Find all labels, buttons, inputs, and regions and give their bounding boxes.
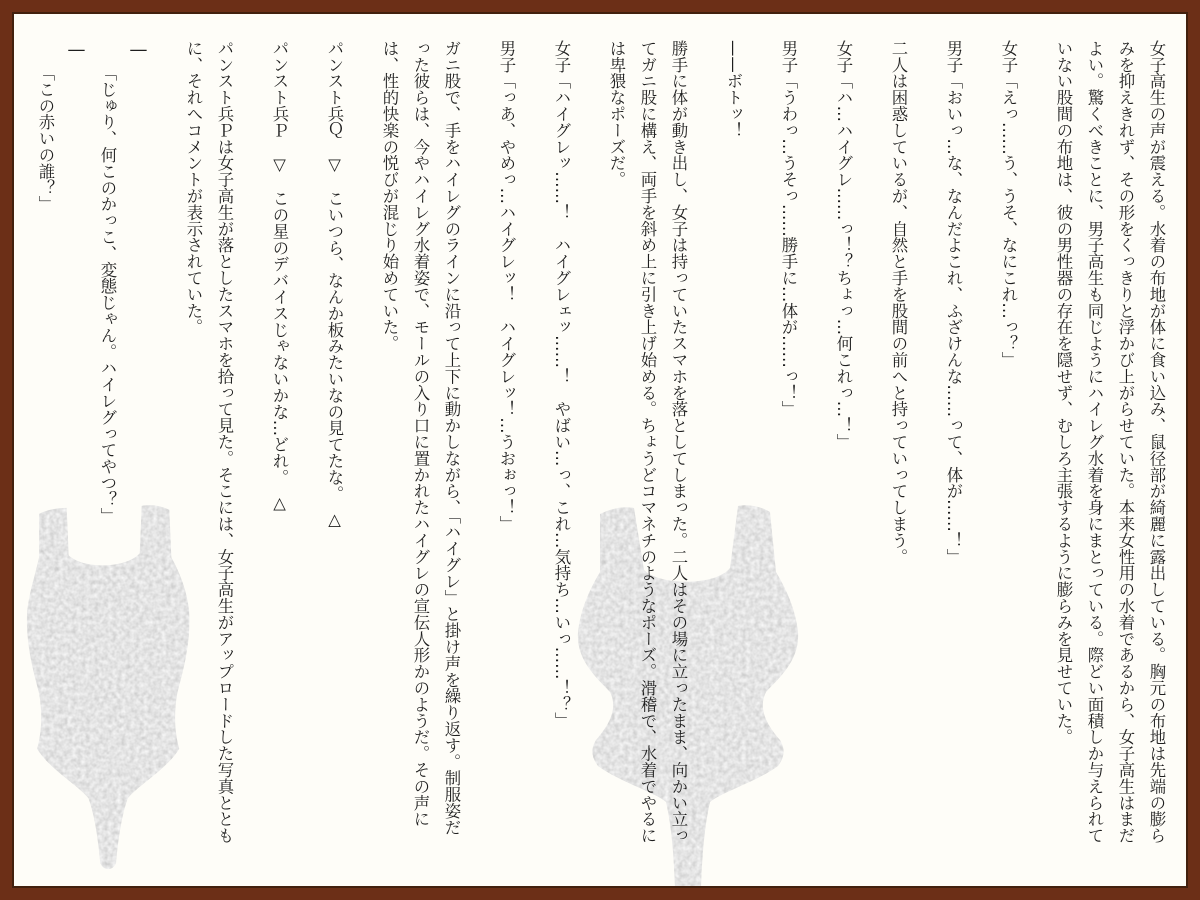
- text-line: った彼らは、今やハイレグ水着姿で、モールの入り口に置かれたハイグレの宣伝人形かのようだ。その声に: [411, 40, 430, 828]
- vertical-text-block: [30, 40, 1172, 874]
- text-line: [61, 40, 92, 874]
- text-line: 男子「うわっ…うそっ……勝手に…体が……っ！」: [779, 40, 798, 418]
- text-line: 女子高生の声が震える。水着の布地が体に食い込み、鼠径部が綺麗に露出している。胸元の布地は先端の膨ら: [1147, 40, 1166, 844]
- text-line: 女子「ハイグレッ……！ ハイグレェッ……！ やばい…っ、これ…気持ち…いっ……！？」: [552, 40, 571, 729]
- blank-line: [154, 40, 178, 874]
- horizontal-dash: ―: [129, 40, 148, 59]
- blank-line: [749, 40, 773, 874]
- text-line: よい。驚くべきことに、男子高生も同じようにハイレグ水着を身にまとっている。際どい面積しか与えられて: [1085, 40, 1104, 844]
- text-line: いない股間の布地は、彼の男性器の存在を隠せず、むしろ主張するように膨らみを見せていた。: [1054, 40, 1073, 746]
- text-line: 男子「おいっ…な、なんだよこれ、ふざけんな……って、体が……！」: [944, 40, 963, 565]
- blank-line: [1024, 40, 1048, 874]
- blank-line: [914, 40, 938, 874]
- text-line: ガニ股で、手をハイレグのラインに沿って上下に動かしながら、「ハイグレ」と掛け声を繰り返す。制服姿だ: [442, 40, 461, 836]
- text-line: パンスト兵Ｐは女子高生が落としたスマホを拾って見た。そこには、女子高生がアップロードした写真ととも: [215, 40, 234, 844]
- text-line: 「この赤いの誰？」: [36, 40, 55, 213]
- blank-line: [859, 40, 883, 874]
- text-line: みを抑えきれず、その形をくっきりと浮かび上がらせていた。本来女性用の水着であるから、女子高生はまだ: [1116, 40, 1135, 844]
- blank-line: [467, 40, 491, 874]
- blank-line: [295, 40, 319, 874]
- text-line: 男子「っあ、やめっ…ハイグレッ！ ハイグレッ！…うおぉっ！」: [497, 40, 516, 532]
- blank-line: [969, 40, 993, 874]
- blank-line: [240, 40, 264, 874]
- text-line: 二人は困惑しているが、自然と手を股間の前へと持っていってしまう。: [889, 40, 908, 565]
- blank-line: [522, 40, 546, 874]
- blank-line: [694, 40, 718, 874]
- text-line: 女子「ハ…ハイグレ……っ！？ちょっ…何これっ…！」: [834, 40, 853, 450]
- text-line: 「じゅり、何このかっこ、変態じゃん。ハイレグってやつ？」: [98, 40, 117, 524]
- blank-line: [350, 40, 374, 874]
- text-line: てガニ股に構え、両手を斜め上に引き上げ始める。ちょうどコマネチのようなポーズ。滑稽で、水着でやるに: [638, 40, 657, 844]
- text-line: ——ボトッ！: [724, 40, 743, 139]
- blank-line: [577, 40, 601, 874]
- text-line: 女子「えっ……う、うそ、なにこれ…っ？」: [999, 40, 1018, 368]
- text-line: は卑猥なポーズだ。: [607, 40, 626, 188]
- text-line: は、性的快楽の悦びが混じり始めていた。: [380, 40, 399, 352]
- text-line: パンスト兵Ｑ ▽ こいつら、なんか板みたいなの見てたな。 △: [325, 40, 344, 529]
- text-line: に、それへコメントが表示されていた。: [184, 40, 203, 336]
- text-line: パンスト兵Ｐ ▽ この星のデバイスじゃないかな…どれ。 △: [270, 40, 289, 513]
- horizontal-dash: ―: [67, 40, 86, 59]
- text-line: [123, 40, 154, 874]
- blank-line: [804, 40, 828, 874]
- text-line: 勝手に体が動き出し、女子は持っていたスマホを落としてしまった。二人はその場に立ったまま、向かい立っ: [669, 40, 688, 844]
